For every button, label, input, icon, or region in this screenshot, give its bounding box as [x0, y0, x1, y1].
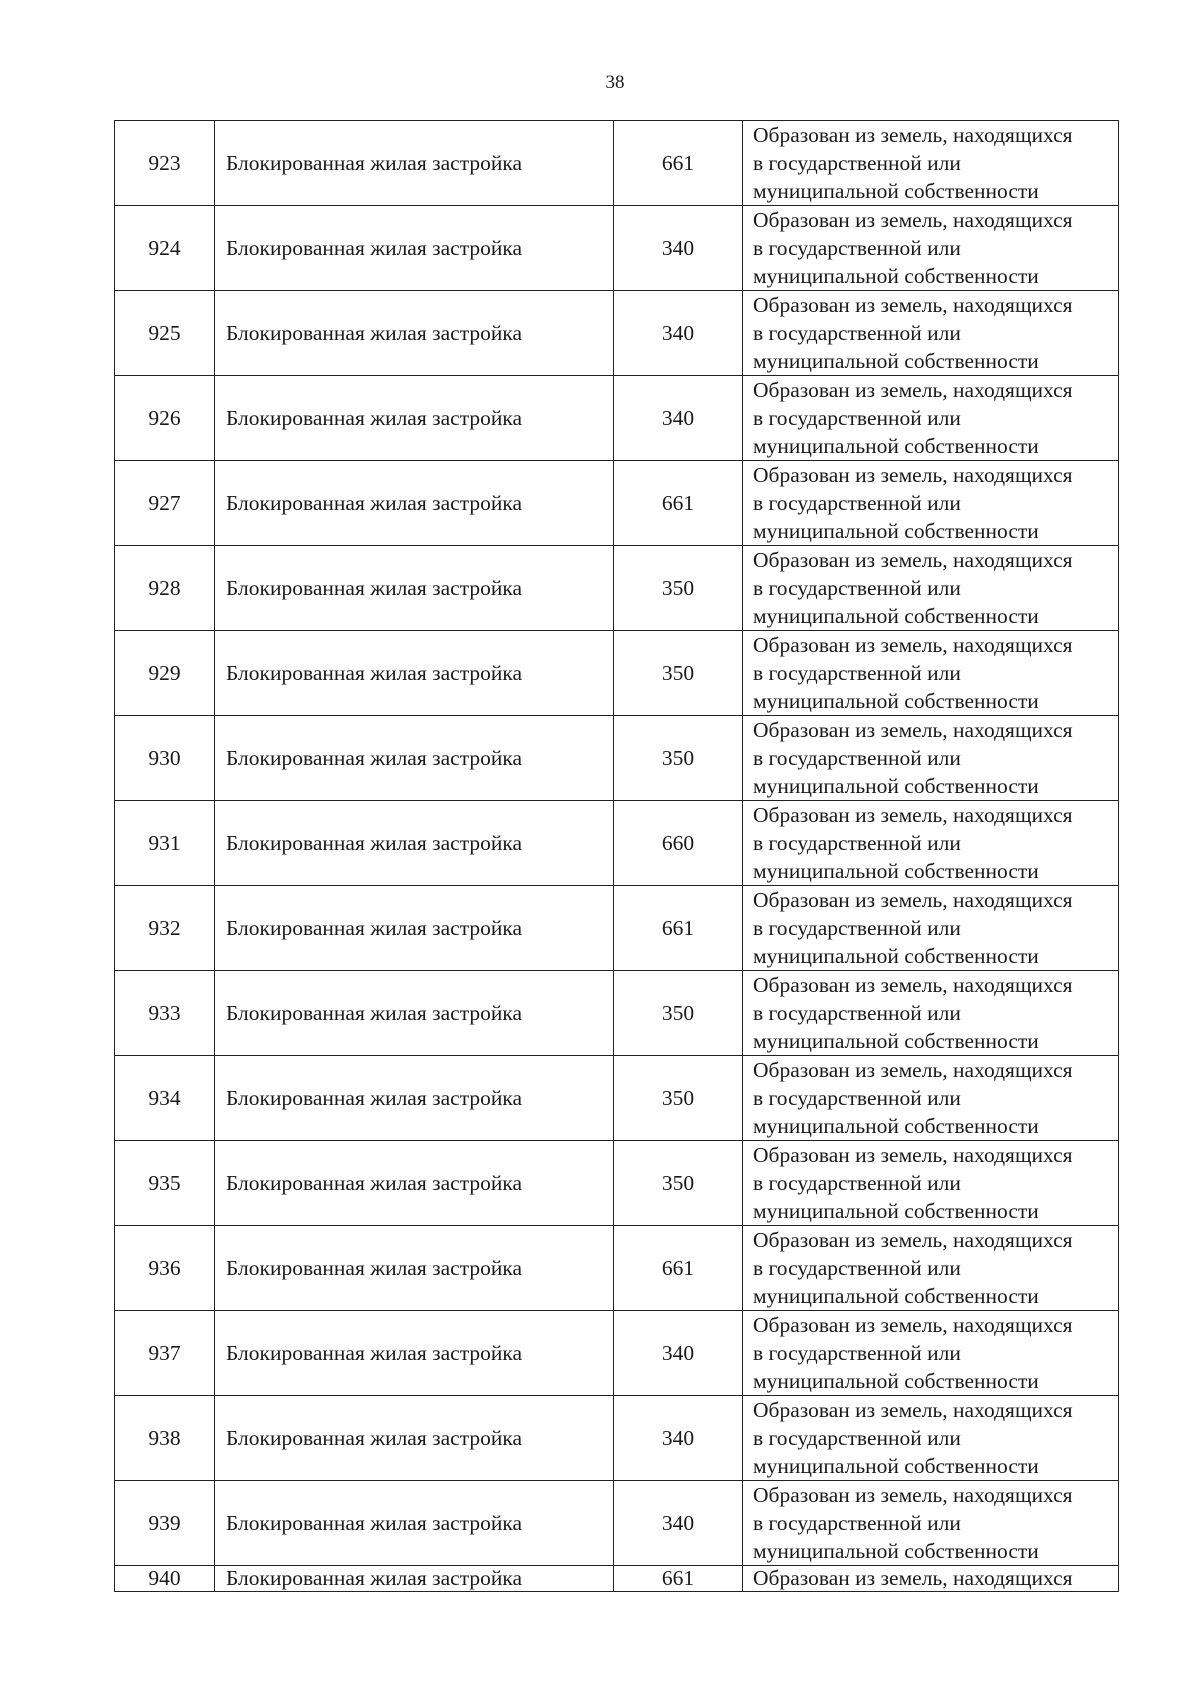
plot-note	[743, 1481, 1119, 1566]
plot-note-line: в государственной или	[753, 1256, 961, 1280]
plot-note-line: Образован из земель, находящихся	[753, 1143, 1073, 1167]
plot-note	[743, 801, 1119, 886]
plot-note-line: в государственной или	[753, 916, 961, 940]
plot-note	[743, 461, 1119, 546]
plot-note-line: Образован из земель, находящихся	[753, 293, 1073, 317]
plot-note	[743, 1226, 1119, 1311]
plot-note-line: Образован из земель, находящихся	[753, 1313, 1073, 1337]
plot-note-line: в государственной или	[753, 1171, 961, 1195]
plot-note	[743, 631, 1119, 716]
plot-note-line: Образован из земель, находящихся	[753, 1228, 1073, 1252]
plot-note-line: Образован из земель, находящихся	[753, 123, 1073, 147]
permitted-use: Блокированная жилая застройка	[215, 971, 614, 1056]
table-row	[115, 461, 1119, 546]
plot-note-line: в государственной или	[753, 746, 961, 770]
plot-note-line: в государственной или	[753, 1426, 961, 1450]
plot-note-line: Образован из земель, находящихся	[753, 718, 1073, 742]
plot-note-line: муниципальной собственности	[753, 1454, 1039, 1478]
table-row	[115, 546, 1119, 631]
plot-number: 926	[115, 376, 215, 461]
permitted-use: Блокированная жилая застройка	[215, 206, 614, 291]
plot-note-line: в государственной или	[753, 236, 961, 260]
plot-note-line: в государственной или	[753, 151, 961, 175]
plot-area: 661	[614, 461, 743, 546]
plot-number: 930	[115, 716, 215, 801]
permitted-use: Блокированная жилая застройка	[215, 546, 614, 631]
permitted-use: Блокированная жилая застройка	[215, 1226, 614, 1311]
plot-note-line: муниципальной собственности	[753, 1114, 1039, 1138]
plot-note-line: в государственной или	[753, 1341, 961, 1365]
plot-number: 924	[115, 206, 215, 291]
plot-note-line: в государственной или	[753, 661, 961, 685]
plot-note-line: муниципальной собственности	[753, 774, 1039, 798]
plot-note-line: муниципальной собственности	[753, 1284, 1039, 1308]
plot-area: 340	[614, 1481, 743, 1566]
plot-note	[743, 1311, 1119, 1396]
plot-note-line: муниципальной собственности	[753, 179, 1039, 203]
plot-note	[743, 1396, 1119, 1481]
table-body	[115, 121, 1119, 1592]
permitted-use: Блокированная жилая застройка	[215, 801, 614, 886]
permitted-use: Блокированная жилая застройка	[215, 1056, 614, 1141]
plot-area: 350	[614, 1141, 743, 1226]
table-row	[115, 716, 1119, 801]
plot-area: 661	[614, 121, 743, 206]
plot-note-line: в государственной или	[753, 831, 961, 855]
plot-number: 937	[115, 1311, 215, 1396]
plot-note-line: муниципальной собственности	[753, 349, 1039, 373]
plot-note	[743, 971, 1119, 1056]
table-row	[115, 1141, 1119, 1226]
plot-note-line: Образован из земель, находящихся	[753, 208, 1073, 232]
permitted-use: Блокированная жилая застройка	[215, 1396, 614, 1481]
plot-note-line: муниципальной собственности	[753, 1029, 1039, 1053]
table-row	[115, 971, 1119, 1056]
plot-note-line: в государственной или	[753, 321, 961, 345]
plot-area: 340	[614, 291, 743, 376]
plot-number: 927	[115, 461, 215, 546]
plot-note	[743, 206, 1119, 291]
plot-number: 939	[115, 1481, 215, 1566]
plot-note: Образован из земель, находящихся	[743, 1566, 1119, 1592]
plot-note-line: в государственной или	[753, 1086, 961, 1110]
land-plots-table	[114, 120, 1119, 1592]
plot-number: 933	[115, 971, 215, 1056]
plot-area: 350	[614, 1056, 743, 1141]
plot-area: 350	[614, 546, 743, 631]
plot-number: 931	[115, 801, 215, 886]
permitted-use: Блокированная жилая застройка	[215, 1566, 614, 1592]
table-row	[115, 1311, 1119, 1396]
plot-note	[743, 291, 1119, 376]
plot-note-line: в государственной или	[753, 406, 961, 430]
permitted-use: Блокированная жилая застройка	[215, 1141, 614, 1226]
table-row	[115, 631, 1119, 716]
plot-number: 935	[115, 1141, 215, 1226]
permitted-use: Блокированная жилая застройка	[215, 121, 614, 206]
table-row	[115, 291, 1119, 376]
plot-note	[743, 121, 1119, 206]
plot-note-line: муниципальной собственности	[753, 1199, 1039, 1223]
table-row	[115, 376, 1119, 461]
plot-note-line: муниципальной собственности	[753, 859, 1039, 883]
plot-note-line: в государственной или	[753, 491, 961, 515]
plot-note	[743, 376, 1119, 461]
plot-note-line: Образован из земель, находящихся	[753, 803, 1073, 827]
plot-number: 932	[115, 886, 215, 971]
plot-area: 340	[614, 1311, 743, 1396]
plot-number: 923	[115, 121, 215, 206]
plot-number: 929	[115, 631, 215, 716]
permitted-use: Блокированная жилая застройка	[215, 716, 614, 801]
table-row	[115, 206, 1119, 291]
plot-note-line: Образован из земель, находящихся	[753, 1483, 1073, 1507]
plot-area: 660	[614, 801, 743, 886]
table-row	[115, 801, 1119, 886]
plot-area: 661	[614, 1566, 743, 1592]
plot-area: 350	[614, 631, 743, 716]
page-number: 38	[605, 72, 625, 93]
plot-note-line: Образован из земель, находящихся	[753, 1398, 1073, 1422]
plot-note-line: муниципальной собственности	[753, 434, 1039, 458]
permitted-use: Блокированная жилая застройка	[215, 291, 614, 376]
plot-area: 340	[614, 1396, 743, 1481]
plot-note-line: муниципальной собственности	[753, 604, 1039, 628]
table-row	[115, 1481, 1119, 1566]
plot-area: 340	[614, 376, 743, 461]
plot-number: 928	[115, 546, 215, 631]
permitted-use: Блокированная жилая застройка	[215, 631, 614, 716]
permitted-use: Блокированная жилая застройка	[215, 886, 614, 971]
plot-note-line: Образован из земель, находящихся	[753, 1058, 1073, 1082]
plot-note	[743, 1056, 1119, 1141]
plot-note	[743, 886, 1119, 971]
permitted-use: Блокированная жилая застройка	[215, 1311, 614, 1396]
plot-number: 936	[115, 1226, 215, 1311]
plot-number: 938	[115, 1396, 215, 1481]
plot-note-line: Образован из земель, находящихся	[753, 463, 1073, 487]
plot-note-line: в государственной или	[753, 1001, 961, 1025]
plot-note-line: Образован из земель, находящихся	[753, 973, 1073, 997]
plot-note-line: муниципальной собственности	[753, 1539, 1039, 1563]
plot-note	[743, 716, 1119, 801]
permitted-use: Блокированная жилая застройка	[215, 461, 614, 546]
plot-number: 934	[115, 1056, 215, 1141]
plot-area: 661	[614, 886, 743, 971]
table-row	[115, 121, 1119, 206]
plot-area: 340	[614, 206, 743, 291]
plot-note-line: муниципальной собственности	[753, 519, 1039, 543]
permitted-use: Блокированная жилая застройка	[215, 376, 614, 461]
plot-note	[743, 546, 1119, 631]
plot-note-line: в государственной или	[753, 576, 961, 600]
plot-note-line: в государственной или	[753, 1511, 961, 1535]
plot-area: 350	[614, 971, 743, 1056]
permitted-use: Блокированная жилая застройка	[215, 1481, 614, 1566]
plot-note-line: Образован из земель, находящихся	[753, 548, 1073, 572]
plot-note-line: муниципальной собственности	[753, 689, 1039, 713]
plot-number: 925	[115, 291, 215, 376]
plot-note-line: Образован из земель, находящихся	[753, 633, 1073, 657]
plot-note-line: муниципальной собственности	[753, 1369, 1039, 1393]
table-row	[115, 1056, 1119, 1141]
plot-note-line: муниципальной собственности	[753, 264, 1039, 288]
plot-area: 350	[614, 716, 743, 801]
plot-area: 661	[614, 1226, 743, 1311]
plot-note	[743, 1141, 1119, 1226]
plot-note-line: Образован из земель, находящихся	[753, 378, 1073, 402]
table-row	[115, 1226, 1119, 1311]
table-row-last	[115, 1566, 1119, 1592]
plot-number: 940	[115, 1566, 215, 1592]
table-row	[115, 886, 1119, 971]
table-row	[115, 1396, 1119, 1481]
plot-note-line: Образован из земель, находящихся	[753, 888, 1073, 912]
plot-note-line: муниципальной собственности	[753, 944, 1039, 968]
